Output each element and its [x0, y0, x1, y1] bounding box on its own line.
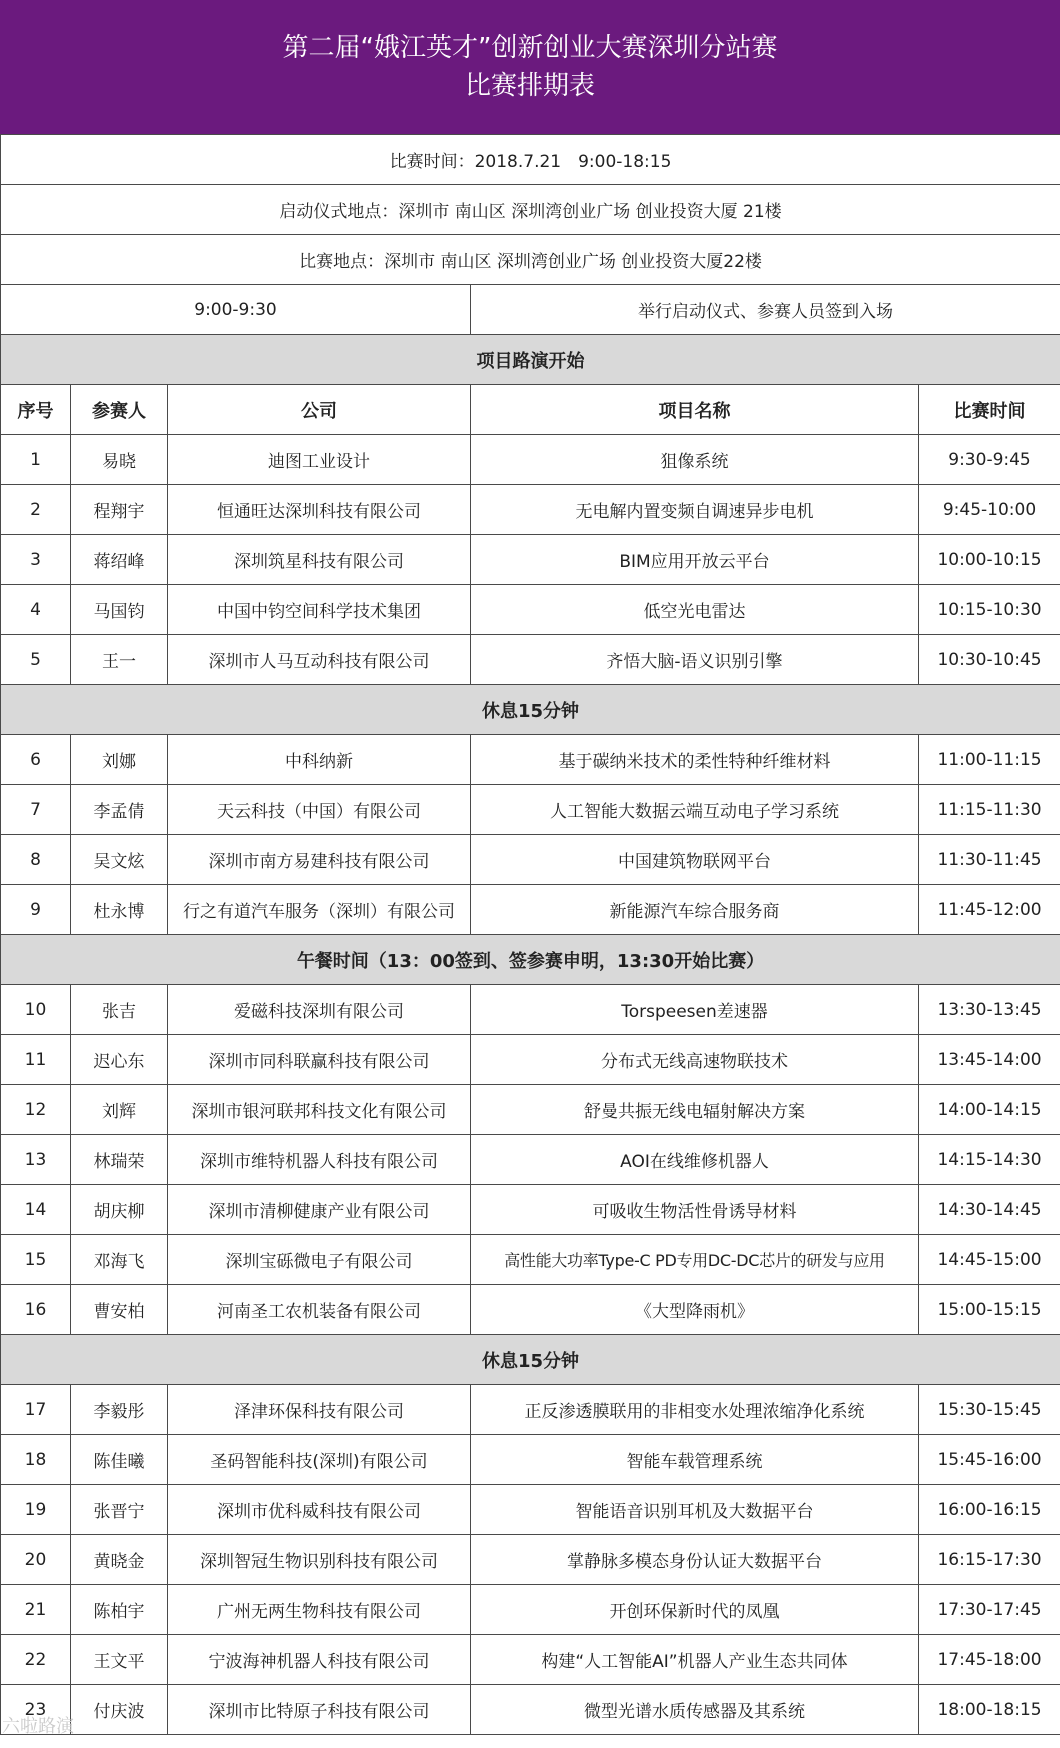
- opening-time: 9:00-9:30: [1, 285, 471, 335]
- row-company: 圣码智能科技(深圳)有限公司: [168, 1435, 471, 1485]
- table-row: [1, 785, 1060, 835]
- opening-venue: 启动仪式地点：深圳市 南山区 深圳湾创业广场 创业投资大厦 21楼: [1, 185, 1060, 235]
- row-no: 14: [1, 1185, 71, 1235]
- table-row: [1, 1485, 1060, 1535]
- row-time: 9:45-10:00: [919, 485, 1060, 535]
- row-time: 10:00-10:15: [919, 535, 1060, 585]
- row-company: 深圳智冠生物识别科技有限公司: [168, 1535, 471, 1585]
- row-time: 15:00-15:15: [919, 1285, 1060, 1335]
- table-row: [1, 635, 1060, 685]
- row-company: 深圳市南方易建科技有限公司: [168, 835, 471, 885]
- row-project: 智能车载管理系统: [471, 1435, 919, 1485]
- table-row: [1, 1635, 1060, 1685]
- row-company: 深圳市比特原子科技有限公司: [168, 1685, 471, 1735]
- row-company: 迪图工业设计: [168, 435, 471, 485]
- section-lunch: 午餐时间（13：00签到、签参赛申明，13:30开始比赛）: [1, 935, 1060, 985]
- row-time: 11:15-11:30: [919, 785, 1060, 835]
- section-break-1: 休息15分钟: [1, 685, 1060, 735]
- table-row: [1, 1435, 1060, 1485]
- row-company: 宁波海神机器人科技有限公司: [168, 1635, 471, 1685]
- row-participant: 曹安柏: [71, 1285, 168, 1335]
- row-company: 深圳宝砾微电子有限公司: [168, 1235, 471, 1285]
- table-row: [1, 885, 1060, 935]
- table-row: [1, 1385, 1060, 1435]
- table-row: [1, 1035, 1060, 1085]
- row-company: 深圳市维特机器人科技有限公司: [168, 1135, 471, 1185]
- row-no: 2: [1, 485, 71, 535]
- table-row: [1, 985, 1060, 1035]
- column-header-company: 公司: [168, 385, 471, 435]
- row-company: 爱磁科技深圳有限公司: [168, 985, 471, 1035]
- row-company: 中科纳新: [168, 735, 471, 785]
- row-time: 9:30-9:45: [919, 435, 1060, 485]
- row-participant: 胡庆柳: [71, 1185, 168, 1235]
- row-company: 泽津环保科技有限公司: [168, 1385, 471, 1435]
- row-time: 18:00-18:15: [919, 1685, 1060, 1735]
- row-no: 9: [1, 885, 71, 935]
- row-project: 掌静脉多模态身份认证大数据平台: [471, 1535, 919, 1585]
- row-no: 3: [1, 535, 71, 585]
- section-roadshow-start: 项目路演开始: [1, 335, 1060, 385]
- row-participant: 李孟倩: [71, 785, 168, 835]
- row-company: 深圳筑星科技有限公司: [168, 535, 471, 585]
- row-no: 17: [1, 1385, 71, 1435]
- opening-description: 举行启动仪式、参赛人员签到入场: [471, 285, 1060, 335]
- row-no: 11: [1, 1035, 71, 1085]
- row-company: 深圳市优科威科技有限公司: [168, 1485, 471, 1535]
- row-company: 深圳市人马互动科技有限公司: [168, 635, 471, 685]
- row-time: 13:30-13:45: [919, 985, 1060, 1035]
- row-participant: 陈佳曦: [71, 1435, 168, 1485]
- row-company: 深圳市银河联邦科技文化有限公司: [168, 1085, 471, 1135]
- row-time: 14:00-14:15: [919, 1085, 1060, 1135]
- row-no: 23: [1, 1685, 71, 1735]
- row-no: 21: [1, 1585, 71, 1635]
- row-company: 天云科技（中国）有限公司: [168, 785, 471, 835]
- row-project: 分布式无线高速物联技术: [471, 1035, 919, 1085]
- row-no: 10: [1, 985, 71, 1035]
- row-company: 广州无两生物科技有限公司: [168, 1585, 471, 1635]
- table-row: [1, 585, 1060, 635]
- row-time: 11:45-12:00: [919, 885, 1060, 935]
- row-time: 14:45-15:00: [919, 1235, 1060, 1285]
- row-project: 人工智能大数据云端互动电子学习系统: [471, 785, 919, 835]
- page-subtitle: 比赛排期表: [464, 71, 595, 101]
- row-no: 4: [1, 585, 71, 635]
- row-participant: 林瑞荣: [71, 1135, 168, 1185]
- row-no: 7: [1, 785, 71, 835]
- table-row: [1, 1135, 1060, 1185]
- row-participant: 张吉: [71, 985, 168, 1035]
- table-row: [1, 1535, 1060, 1585]
- row-project: BIM应用开放云平台: [471, 535, 919, 585]
- row-time: 15:30-15:45: [919, 1385, 1060, 1435]
- row-participant: 易晓: [71, 435, 168, 485]
- column-header-no: 序号: [1, 385, 71, 435]
- row-project: 舒曼共振无线电辐射解决方案: [471, 1085, 919, 1135]
- row-time: 17:45-18:00: [919, 1635, 1060, 1685]
- table-row: [1, 1285, 1060, 1335]
- row-project: 低空光电雷达: [471, 585, 919, 635]
- row-project: AOI在线维修机器人: [471, 1135, 919, 1185]
- row-no: 18: [1, 1435, 71, 1485]
- row-company: 深圳市同科联赢科技有限公司: [168, 1035, 471, 1085]
- row-no: 1: [1, 435, 71, 485]
- table-row: [1, 835, 1060, 885]
- row-participant: 蒋绍峰: [71, 535, 168, 585]
- row-project: 齐悟大脑-语义识别引擎: [471, 635, 919, 685]
- row-time: 16:15-17:30: [919, 1535, 1060, 1585]
- row-participant: 王文平: [71, 1635, 168, 1685]
- row-project: 《大型降雨机》: [471, 1285, 919, 1335]
- row-no: 6: [1, 735, 71, 785]
- row-time: 11:00-11:15: [919, 735, 1060, 785]
- table-row: [1, 1185, 1060, 1235]
- row-participant: 王一: [71, 635, 168, 685]
- row-participant: 陈柏宇: [71, 1585, 168, 1635]
- schedule-header: [0, 0, 1060, 134]
- table-row: [1, 1585, 1060, 1635]
- row-company: 恒通旺达深圳科技有限公司: [168, 485, 471, 535]
- row-project: 正反渗透膜联用的非相变水处理浓缩净化系统: [471, 1385, 919, 1435]
- table-row: [1, 435, 1060, 485]
- row-participant: 杜永博: [71, 885, 168, 935]
- table-row: [1, 1685, 1060, 1735]
- row-time: 10:15-10:30: [919, 585, 1060, 635]
- row-no: 5: [1, 635, 71, 685]
- row-time: 11:30-11:45: [919, 835, 1060, 885]
- row-project: 基于碳纳米技术的柔性特种纤维材料: [471, 735, 919, 785]
- row-company: 行之有道汽车服务（深圳）有限公司: [168, 885, 471, 935]
- competition-venue: 比赛地点：深圳市 南山区 深圳湾创业广场 创业投资大厦22楼: [1, 235, 1060, 285]
- row-no: 20: [1, 1535, 71, 1585]
- row-company: 深圳市清柳健康产业有限公司: [168, 1185, 471, 1235]
- row-project: 开创环保新时代的凤凰: [471, 1585, 919, 1635]
- competition-time: 比赛时间：2018.7.21 9:00-18:15: [1, 135, 1060, 185]
- row-participant: 张晋宁: [71, 1485, 168, 1535]
- watermark: 六啦路演: [2, 1716, 74, 1737]
- row-participant: 马国钧: [71, 585, 168, 635]
- row-project: 高性能大功率Type-C PD专用DC-DC芯片的研发与应用: [471, 1235, 919, 1285]
- row-project: 新能源汽车综合服务商: [471, 885, 919, 935]
- row-time: 14:30-14:45: [919, 1185, 1060, 1235]
- row-time: 17:30-17:45: [919, 1585, 1060, 1635]
- table-row: [1, 485, 1060, 535]
- schedule-table: [0, 134, 1060, 1735]
- row-no: 15: [1, 1235, 71, 1285]
- row-no: 13: [1, 1135, 71, 1185]
- row-participant: 刘辉: [71, 1085, 168, 1135]
- page-title: 第二届“娥江英才”创新创业大赛深圳分站赛: [282, 33, 778, 63]
- row-no: 22: [1, 1635, 71, 1685]
- section-break-2: 休息15分钟: [1, 1335, 1060, 1385]
- row-project: 构建“人工智能AI”机器人产业生态共同体: [471, 1635, 919, 1685]
- row-project: 可吸收生物活性骨诱导材料: [471, 1185, 919, 1235]
- row-project: 狙像系统: [471, 435, 919, 485]
- row-project: 中国建筑物联网平台: [471, 835, 919, 885]
- row-participant: 吴文炫: [71, 835, 168, 885]
- column-header-participant: 参赛人: [71, 385, 168, 435]
- table-row: [1, 1085, 1060, 1135]
- row-project: 微型光谱水质传感器及其系统: [471, 1685, 919, 1735]
- table-row: [1, 1235, 1060, 1285]
- row-no: 19: [1, 1485, 71, 1535]
- row-participant: 邓海飞: [71, 1235, 168, 1285]
- row-participant: 李毅彤: [71, 1385, 168, 1435]
- column-header-time: 比赛时间: [919, 385, 1060, 435]
- row-participant: 迟心东: [71, 1035, 168, 1085]
- row-project: 无电解内置变频自调速异步电机: [471, 485, 919, 535]
- row-participant: 刘娜: [71, 735, 168, 785]
- row-project: 智能语音识别耳机及大数据平台: [471, 1485, 919, 1535]
- row-time: 14:15-14:30: [919, 1135, 1060, 1185]
- row-no: 12: [1, 1085, 71, 1135]
- table-row: [1, 735, 1060, 785]
- row-time: 15:45-16:00: [919, 1435, 1060, 1485]
- row-time: 13:45-14:00: [919, 1035, 1060, 1085]
- row-company: 中国中钧空间科学技术集团: [168, 585, 471, 635]
- row-participant: 程翔宇: [71, 485, 168, 535]
- row-no: 8: [1, 835, 71, 885]
- row-time: 10:30-10:45: [919, 635, 1060, 685]
- table-header: [1, 385, 1060, 435]
- table-row: [1, 535, 1060, 585]
- row-time: 16:00-16:15: [919, 1485, 1060, 1535]
- row-participant: 付庆波: [71, 1685, 168, 1735]
- row-no: 16: [1, 1285, 71, 1335]
- row-company: 河南圣工农机装备有限公司: [168, 1285, 471, 1335]
- column-header-project: 项目名称: [471, 385, 919, 435]
- row-participant: 黄晓金: [71, 1535, 168, 1585]
- row-project: Torspeesen差速器: [471, 985, 919, 1035]
